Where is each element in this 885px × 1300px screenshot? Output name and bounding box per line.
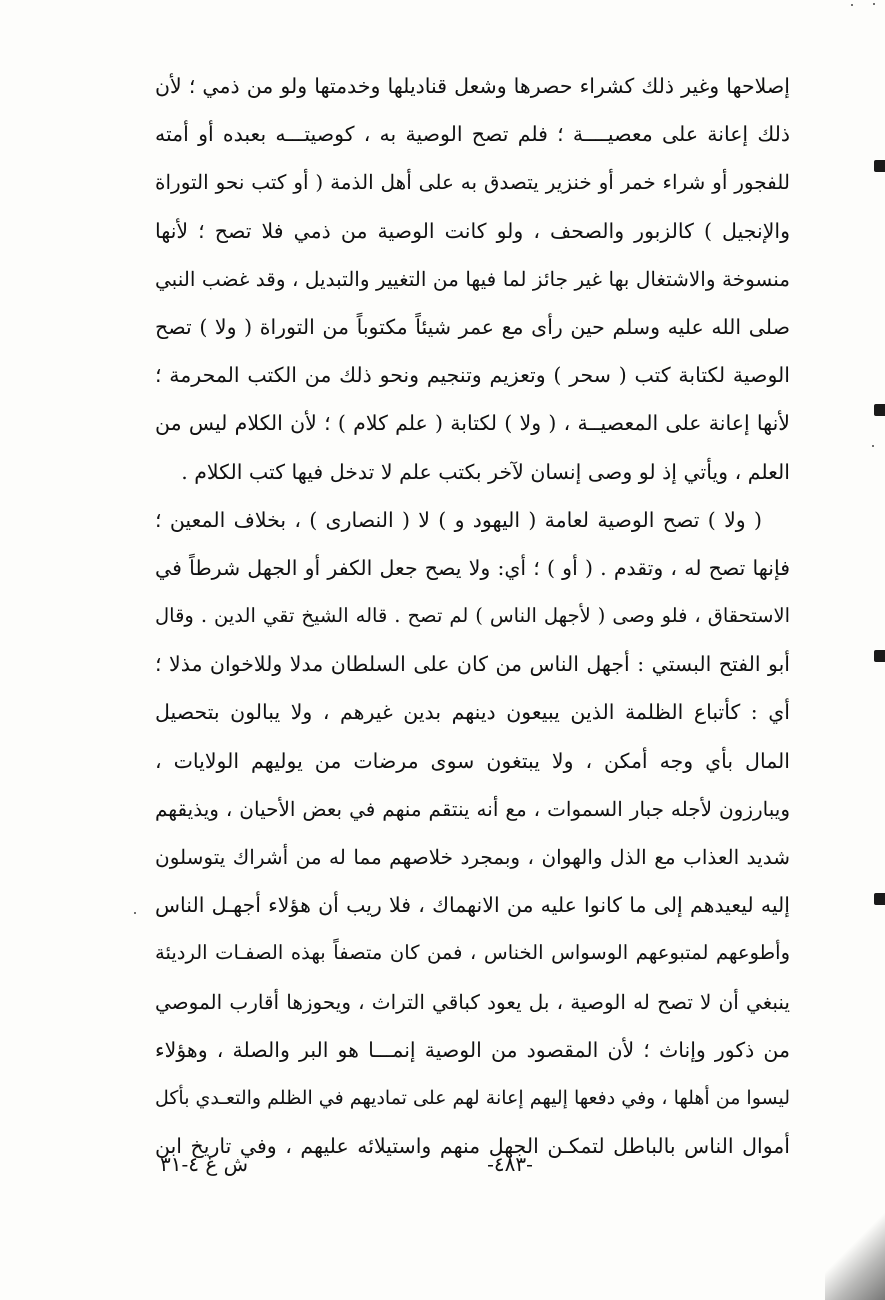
binding-mark <box>874 404 885 416</box>
scan-speck <box>872 445 874 447</box>
text-line: ليسوا من أهلها ، وفي دفعها إليهم إعانة لهم على تماديهم في الظلم والتعـدي بأكل <box>155 1086 790 1109</box>
text-line: شديد العذاب مع الذل والهوان ، وبمجرد خلاصهم مما له من أشراك يتوسلون <box>155 845 790 869</box>
text-line: أموال الناس بالباطل لتمكـن الجهل منهم واستيلائه عليهم ، وفي تاريخ ابن <box>155 1134 790 1159</box>
text-line: ( ولا ) تصح الوصية لعامة ( اليهود و ) لا ( النصارى ) ، بخلاف المعين ؛ <box>155 507 762 532</box>
printer-signature: ش غ ٤-٣١ <box>160 1152 249 1176</box>
text-line: منسوخة والاشتغال بها غير جائز لما فيها من التغيير والتبديل ، وقد غضب النبي <box>155 266 790 291</box>
text-line: والإنجيل ) كالزبور والصحف ، ولو كانت الوصية من ذمي فلا تصح ؛ لأنها <box>155 218 790 243</box>
text-line: ينبغي أن لا تصح له الوصية ، بل يعود كباقي التراث ، ويحوزها أقارب الموصي <box>155 989 790 1014</box>
binding-mark <box>874 893 885 905</box>
text-line: الاستحقاق ، فلو وصى ( لأجهل الناس ) لم تصح . قاله الشيخ تقي الدين . وقال <box>155 604 790 628</box>
text-line: الوصية لكتابة كتب ( سحر ) وتعزيم وتنجيم ونحو ذلك من الكتب المحرمة ؛ <box>155 363 790 388</box>
page-corner-shadow <box>825 1200 885 1300</box>
text-line: إصلاحها وغير ذلك كشراء حصرها وشعل قناديلها وخدمتها ولو من ذمي ؛ لأن <box>155 74 790 98</box>
scan-speck <box>851 4 853 6</box>
binding-mark <box>874 160 885 172</box>
text-line: فإنها تصح له ، وتقدم . ( أو ) ؛ أي: ولا يصح جعل الكفر أو الجهل شرطاً في <box>155 555 790 580</box>
text-line: للفجور أو شراء خمر أو خنزير يتصدق به على أهل الذمة ( أو كتب نحو التوراة <box>155 170 790 195</box>
page-number: -٤٨٣- <box>487 1152 533 1176</box>
text-line: إليه ليعيدهم إلى ما كانوا عليه من الانهماك ، فلا ريب أن هؤلاء أجهـل الناس <box>155 893 790 918</box>
text-line: ويبارزون لأجله جبار السموات ، مع أنه ينتقم منهم في بعض الأحيان ، ويذيقهم <box>155 796 790 821</box>
text-line: صلى الله عليه وسلم حين رأى مع عمر شيئاً مكتوباً من التوراة ( ولا ) تصح <box>155 314 790 339</box>
page-footer <box>160 1152 790 1192</box>
scan-speck <box>873 3 875 5</box>
text-line: أبو الفتح البستي : أجهل الناس من كان على السلطان مدلا وللاخوان مذلا ؛ <box>155 652 790 677</box>
text-line: وأطوعهم لمتبوعهم الوسواس الخناس ، فمن كان متصفاً بهذه الصفـات الرديئة <box>155 941 790 965</box>
text-line: ذلك إعانة على معصيــــة ؛ فلم تصح الوصية به ، كوصيتـــه بعبده أو أمته <box>155 122 790 147</box>
text-line: أي : كأتباع الظلمة الذين يبيعون دينهم بدين غيرهم ، ولا يبالون بتحصيل <box>155 700 790 725</box>
body-text <box>155 62 790 1170</box>
text-line: لأنها إعانة على المعصيــة ، ( ولا ) لكتابة ( علم كلام ) ؛ لأن الكلام ليس من <box>155 411 790 436</box>
scan-speck <box>134 912 136 914</box>
text-line: العلم ، ويأتي إذ لو وصى إنسان لآخر بكتب علم لا تدخل فيها كتب الكلام . <box>181 459 790 484</box>
binding-mark <box>874 650 885 662</box>
text-line: من ذكور وإناث ؛ لأن المقصود من الوصية إنمـــا هو البر والصلة ، وهؤلاء <box>155 1037 790 1062</box>
text-line: المال بأي وجه أمكن ، ولا يبتغون سوى مرضات من يوليهم الولايات ، <box>155 748 790 773</box>
